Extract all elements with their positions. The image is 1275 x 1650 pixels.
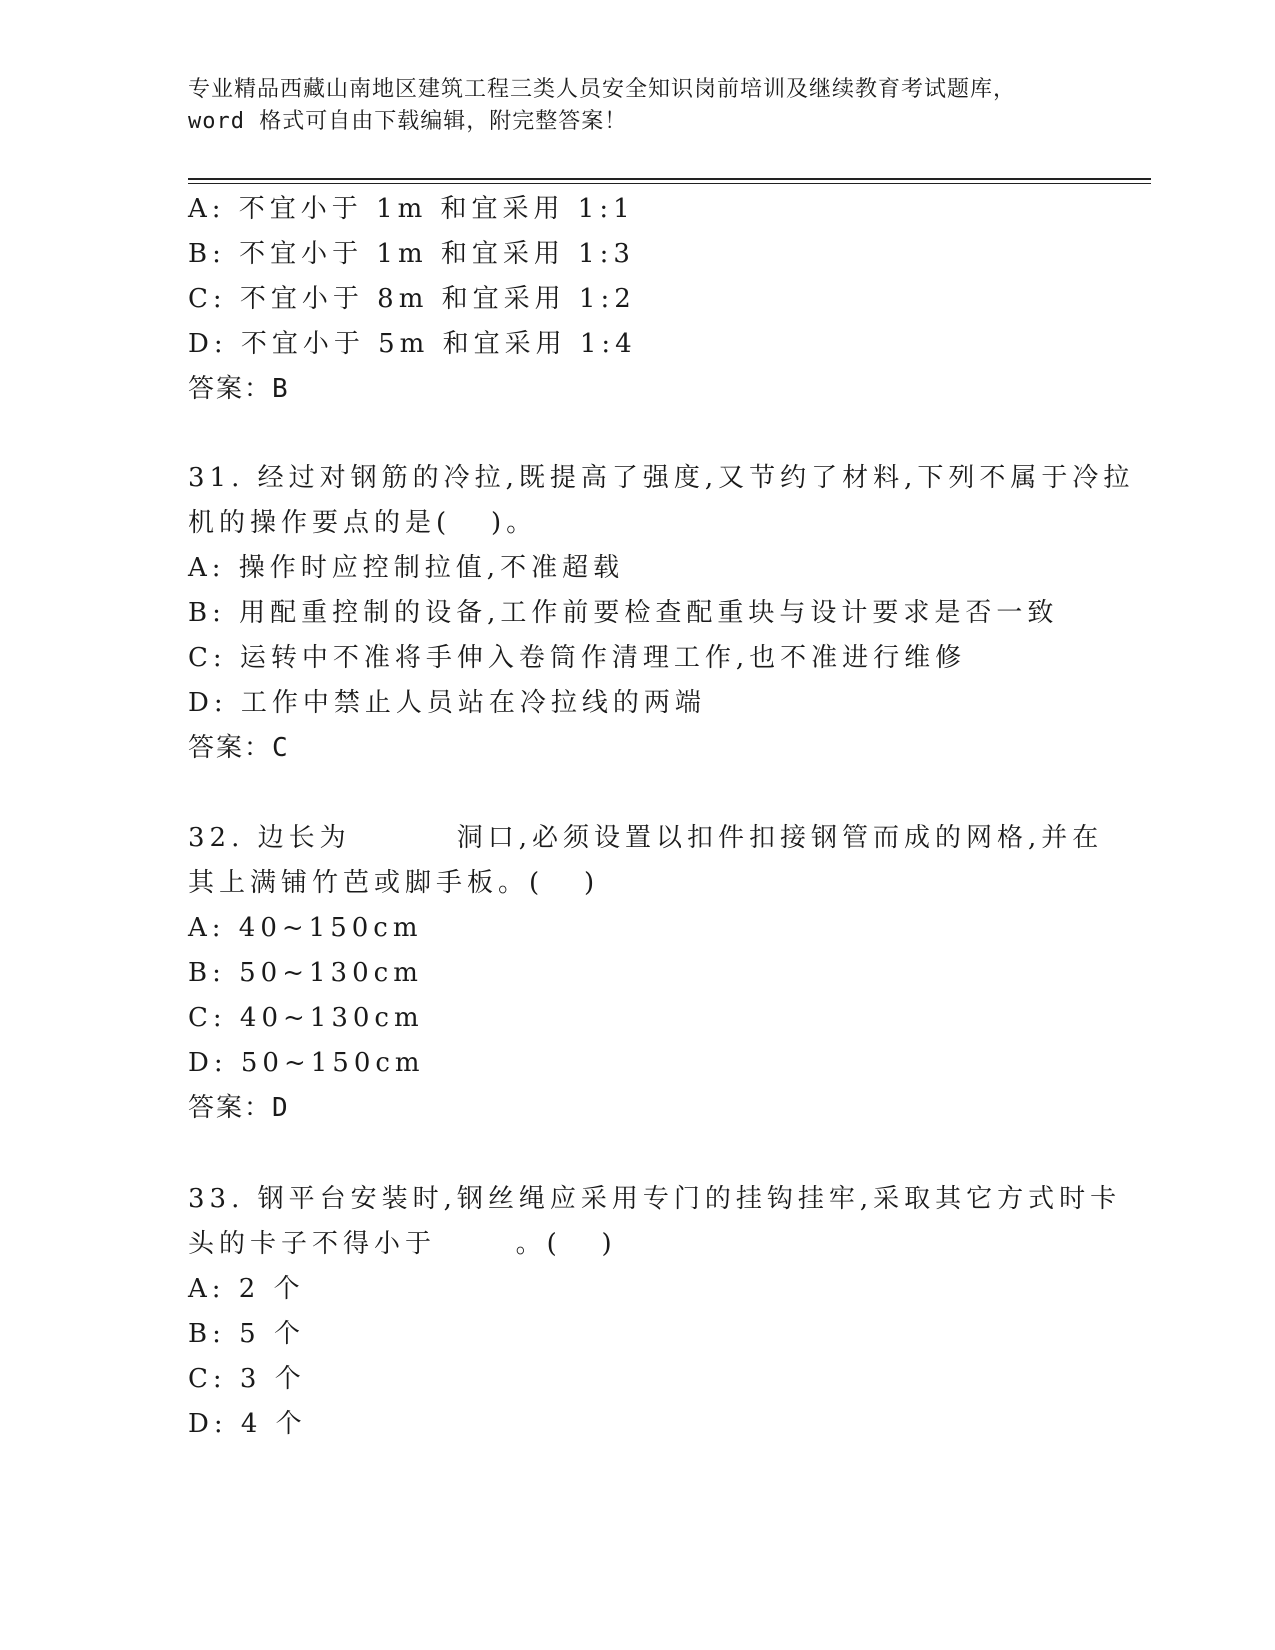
q33-stem-line-1: 33. 钢平台安装时,钢丝绳应采用专门的挂钩挂牢,采取其它方式时卡 [188, 1184, 1122, 1214]
q32-option-d: D: 50~150cm [188, 1048, 425, 1078]
q30-answer: 答案：B [188, 374, 290, 404]
header-line-1: 专业精品西藏山南地区建筑工程三类人员安全知识岗前培训及继续教育考试题库， [188, 77, 1017, 102]
q32-stem-line-1: 32. 边长为 洞口,必须设置以扣件扣接钢管而成的网格,并在 [188, 823, 1104, 853]
q30-option-d: D: 不宜小于 5m 和宜采用 1:4 [188, 329, 637, 359]
document-header [188, 74, 1088, 138]
q30-option-c: C: 不宜小于 8m 和宜采用 1:2 [188, 284, 636, 314]
q31-option-c: C: 运转中不准将手伸入卷筒作清理工作,也不准进行维修 [188, 643, 967, 673]
q30-option-b: B: 不宜小于 1m 和宜采用 1:3 [188, 239, 635, 269]
q31-answer: 答案：C [188, 733, 290, 763]
q32-option-a: A: 40~150cm [188, 913, 423, 943]
q33-option-d: D: 4 个 [188, 1409, 307, 1439]
q33-option-b: B: 5 个 [188, 1319, 305, 1349]
q31-stem-line-2: 机的操作要点的是( )。 [188, 508, 538, 538]
header-line-2: word 格式可自由下载编辑，附完整答案！ [188, 109, 628, 134]
q32-option-c: C: 40~130cm [188, 1003, 424, 1033]
q31-option-b: B: 用配重控制的设备,工作前要检查配重块与设计要求是否一致 [188, 598, 1059, 628]
q33-stem-line-2: 头的卡子不得小于 。( ) [188, 1229, 617, 1259]
q33-option-c: C: 3 个 [188, 1364, 306, 1394]
q31-option-d: D: 工作中禁止人员站在冷拉线的两端 [188, 688, 706, 718]
q30-option-a: A: 不宜小于 1m 和宜采用 1:1 [188, 194, 635, 224]
q32-option-b: B: 50~130cm [188, 958, 423, 988]
q31-option-a: A: 操作时应控制拉值,不准超载 [188, 553, 625, 583]
header-divider-thin [188, 183, 1151, 184]
q31-stem-line-1: 31. 经过对钢筋的冷拉,既提高了强度,又节约了材料,下列不属于冷拉 [188, 463, 1135, 493]
header-divider-thick [188, 178, 1151, 180]
q32-answer: 答案：D [188, 1093, 290, 1123]
q33-option-a: A: 2 个 [188, 1274, 305, 1304]
q32-stem-line-2: 其上满铺竹芭或脚手板。( ) [188, 868, 600, 898]
